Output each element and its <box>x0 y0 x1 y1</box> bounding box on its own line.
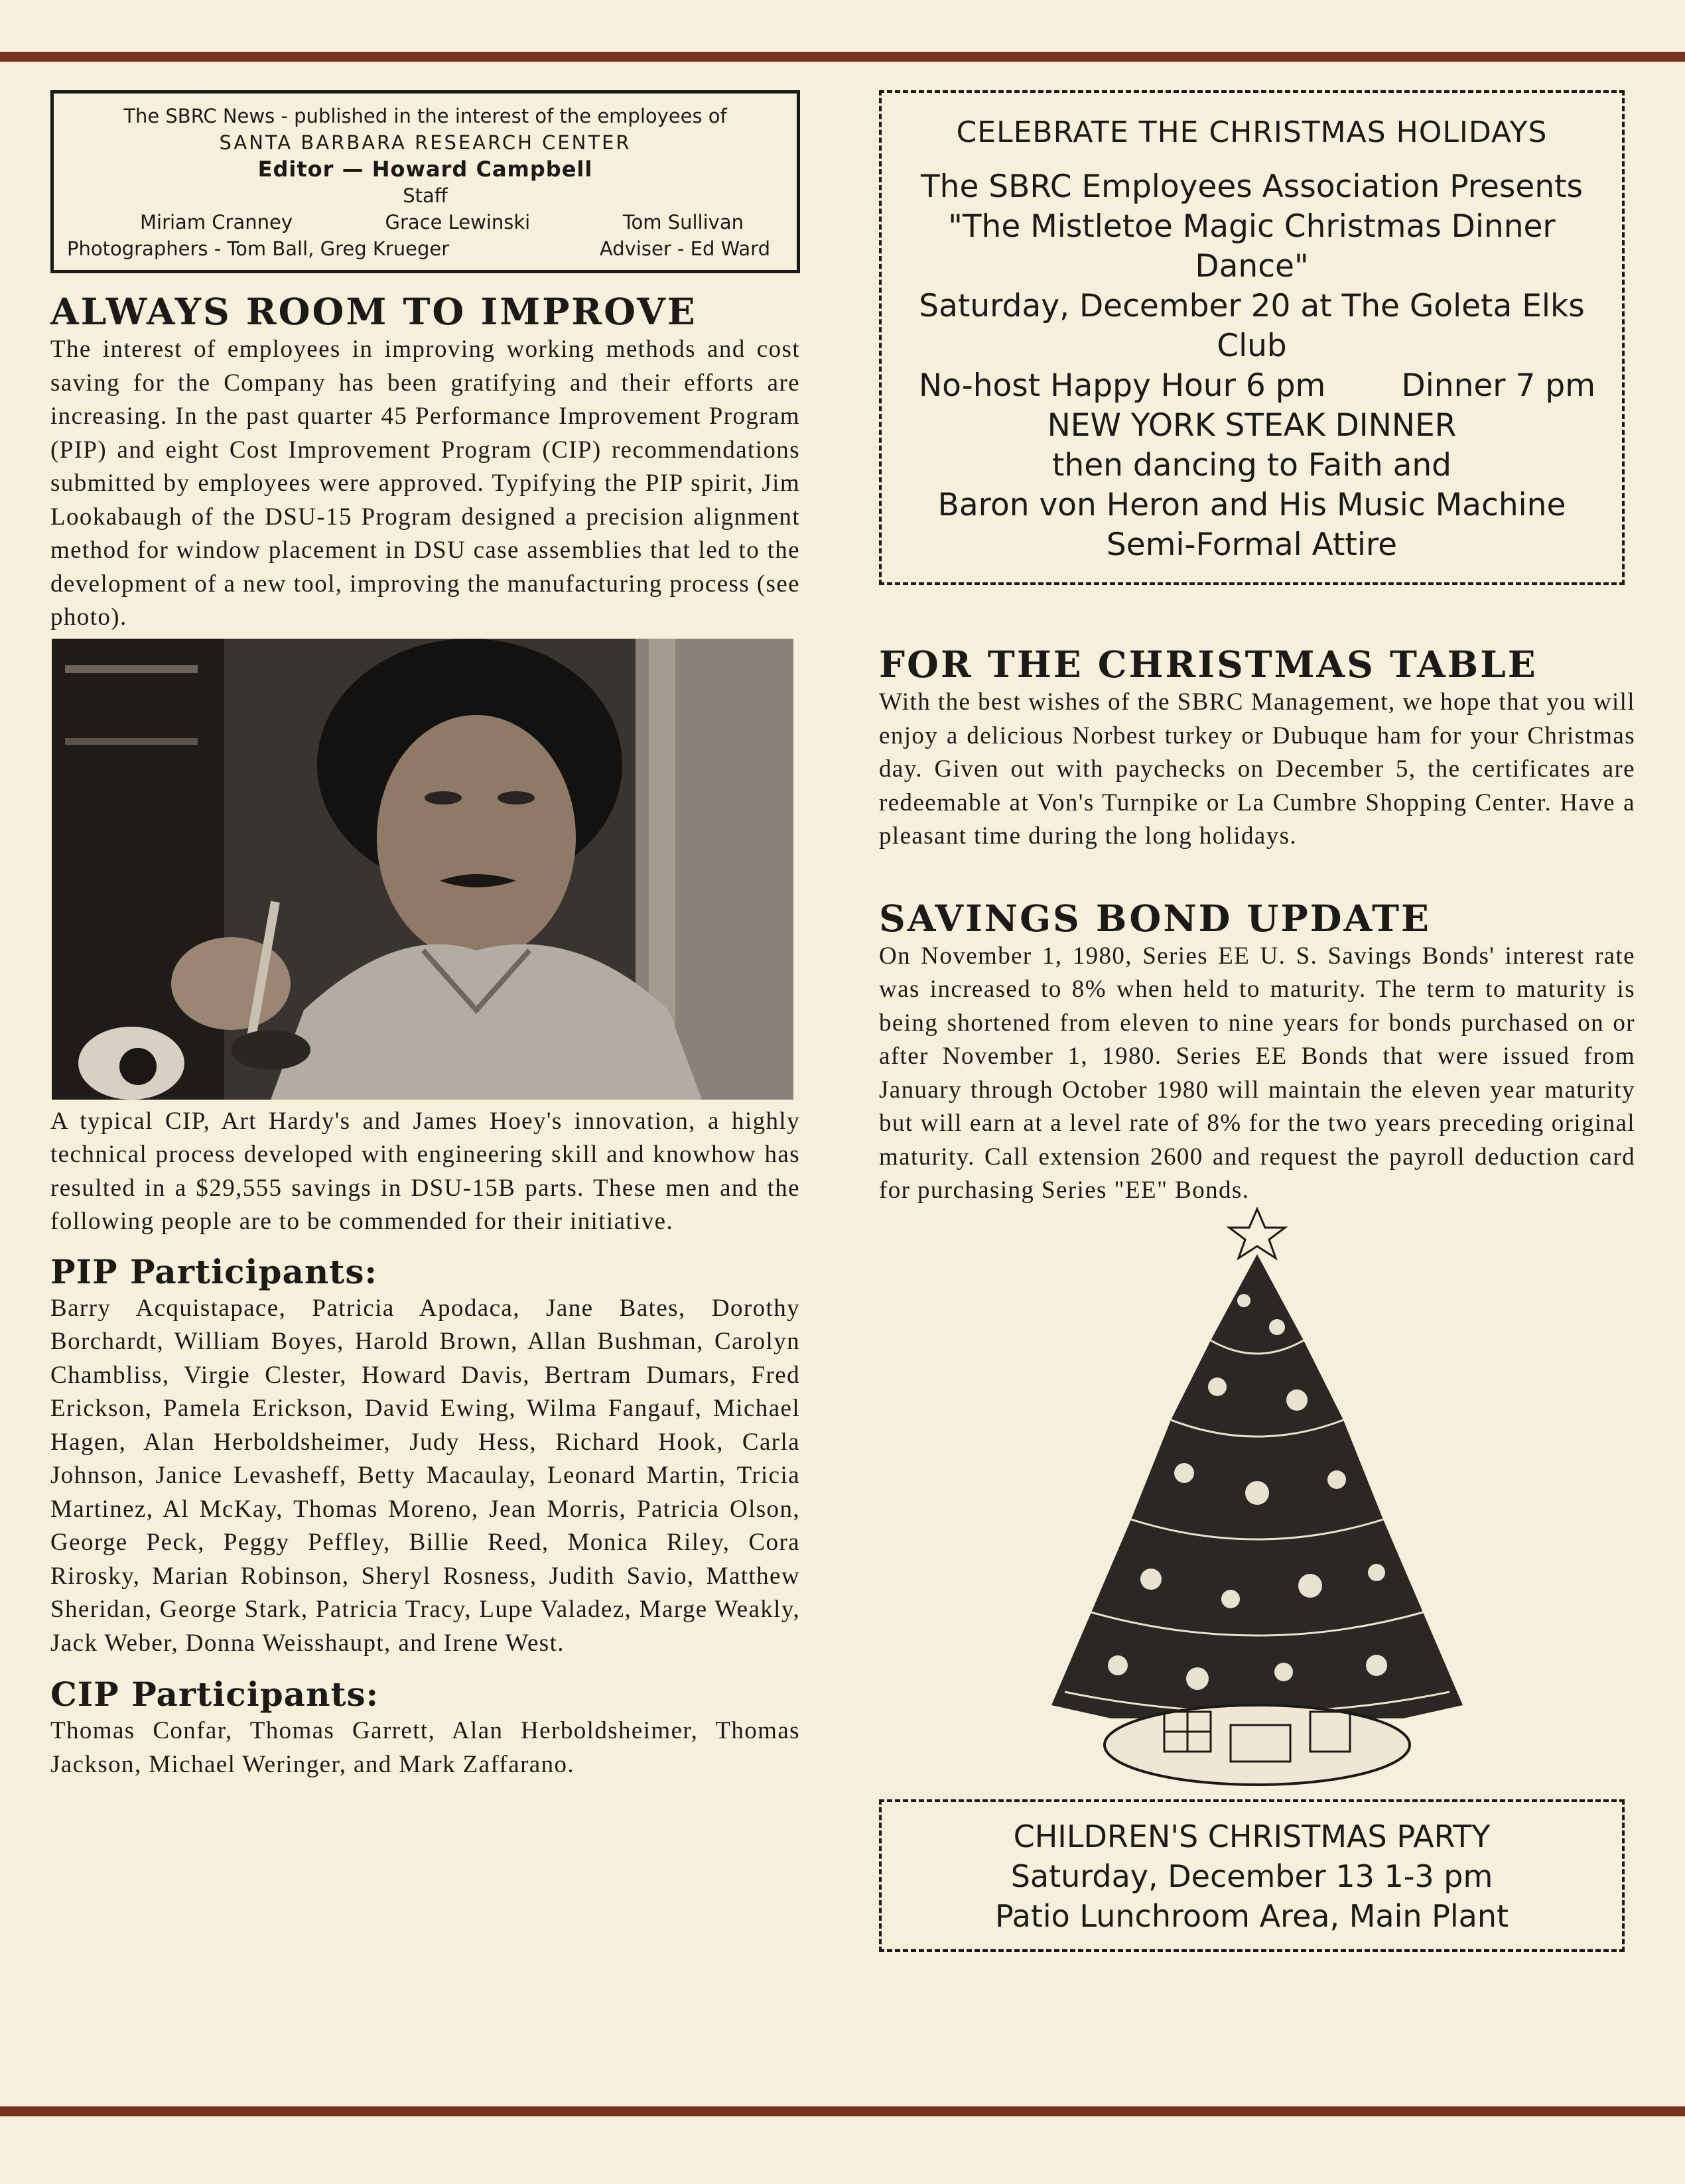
dinner-menu: NEW YORK STEAK DINNER <box>1047 407 1457 444</box>
improve-body: The interest of employees in improving working methods and cost saving for the Company has been gratifying and their efforts are increasing. In the past quarter 45 Performance Improvement Program (PIP) and eight Cost Improvement Program (CIP) recommendations submitted by employees were approved. Typifying the PIP spirit, Jim Lookabaugh of the DSU-15 Program designed a precision alignment method for window placement in DSU case assemblies that led to the development of a new tool, improving the manufacturing process (see photo). <box>50 336 800 631</box>
party-place: Patio Lunchroom Area, Main Plant <box>994 1897 1509 1934</box>
pip-heading: PIP Participants: <box>50 1252 377 1291</box>
masthead-adviser: Adviser - Ed Ward <box>599 237 770 260</box>
masthead-staff-label: Staff <box>403 184 448 207</box>
dinner-dance-title: CELEBRATE THE CHRISTMAS HOLIDAYS <box>956 115 1548 149</box>
party-date: Saturday, December 13 1-3 pm <box>1010 1858 1493 1894</box>
dinner-dance-name: "The Mistletoe Magic Christmas Dinner Dance" <box>948 208 1556 285</box>
right-column <box>879 90 1635 1952</box>
masthead-box <box>50 90 800 273</box>
masthead-photographers: Photographers - Tom Ball, Greg Krueger <box>67 237 450 260</box>
worker-photo <box>52 639 793 1100</box>
christmas-tree-icon <box>1032 1201 1483 1798</box>
bottom-rule <box>0 2106 1685 2116</box>
happy-hour-time: No-host Happy Hour 6 pm <box>919 367 1326 404</box>
pip-names: Barry Acquistapace, Patricia Apodaca, Jane Bates, Dorothy Borchardt, William Boyes, Harold Brown, Allan Bushman, Carolyn Chambliss, Virgie Clester, Howard Davis, Bertram Dumars, Fred Erickson, Pamela Erickson, David Ewing, Wilma Fangauf, Michael Hagen, Alan Herboldsheimer, Judy Hess, Richard Hook, Carla Johnson, Janice Levasheff, Betty Macaulay, Leonard Martin, Tricia Martinez, Al McKay, Thomas Moreno, Jean Morris, Patricia Olson, George Peck, Peggy Peffley, Billie Reed, Monica Riley, Cora Rirosky, Marian Robinson, Sheryl Rosness, Judith Savio, Matthew Sheridan, George Stark, Patricia Tracy, Lupe Valadez, Marge Weakly, Jack Weber, Donna Weisshaupt, and Irene West. <box>50 1294 800 1657</box>
table-body: With the best wishes of the SBRC Management, we hope that you will enjoy a delicious Norbest turkey or Dubuque ham for your Christmas day. Given out with paychecks on December 5, the certificates are redeemable at Von's Turnpike or La Cumbre Shopping Center. Have a pleasant time during the long holidays. <box>879 688 1635 850</box>
dinner-dance-date: Saturday, December 20 at The Goleta Elks Club <box>919 288 1585 364</box>
masthead-photographers-row <box>67 235 783 262</box>
staff-name: Tom Sullivan <box>622 211 744 233</box>
staff-name: Miriam Cranney <box>140 211 293 233</box>
photo-caption: A typical CIP, Art Hardy's and James Hoey's innovation, a highly technical process developed with engineering skill and knowhow has resulted in a $29,555 savings in DSU-15B parts. These men and the following people are to be commended for their initiative. <box>50 1107 800 1235</box>
dinner-dance-times <box>888 366 1615 406</box>
bond-body: On November 1, 1980, Series EE U. S. Savings Bonds' interest rate was increased to 8% when held to maturity. The term to maturity is being shortened from eleven to nine years for bonds purchased on or after November 1, 1980. Series EE Bonds that were issued from January through October 1980 will maintain the eleven year maturity but will earn at a level rate of 8% for the two years preceding original maturity. Call extension 2600 and request the payroll deduction card for purchasing Series "EE" Bonds. <box>879 942 1635 1204</box>
improve-heading: ALWAYS ROOM TO IMPROVE <box>50 290 697 333</box>
party-title: CHILDREN'S CHRISTMAS PARTY <box>1013 1818 1491 1854</box>
dinner-dance-line: The SBRC Employees Association Presents <box>920 168 1584 205</box>
cip-names: Thomas Confar, Thomas Garrett, Alan Herboldsheimer, Thomas Jackson, Michael Weringer, and Mark Zaffarano. <box>50 1717 800 1778</box>
table-heading: FOR THE CHRISTMAS TABLE <box>879 643 1538 686</box>
dinner-dance-band: Baron von Heron and His Music Machine <box>937 487 1566 523</box>
dinner-dance-line: then dancing to Faith and <box>1051 447 1452 483</box>
masthead-staff-row <box>67 209 783 235</box>
left-column <box>50 90 800 1781</box>
cip-heading: CIP Participants: <box>50 1675 379 1714</box>
masthead-org: SANTA BARBARA RESEARCH CENTER <box>219 131 632 154</box>
staff-name: Grace Lewinski <box>385 211 531 233</box>
top-rule <box>0 52 1685 62</box>
dinner-dance-attire: Semi-Formal Attire <box>1106 527 1398 563</box>
masthead-editor: Editor — Howard Campbell <box>257 157 593 182</box>
masthead-line: The SBRC News - published in the interest of the employees of <box>123 105 727 127</box>
christmas-tree-illustration <box>879 1201 1635 1798</box>
dinner-dance-box <box>879 90 1625 585</box>
childrens-party-box <box>879 1799 1625 1952</box>
worker-photo-illustration <box>52 639 793 1100</box>
bond-heading: SAVINGS BOND UPDATE <box>879 896 1431 940</box>
dinner-time: Dinner 7 pm <box>1401 367 1595 404</box>
